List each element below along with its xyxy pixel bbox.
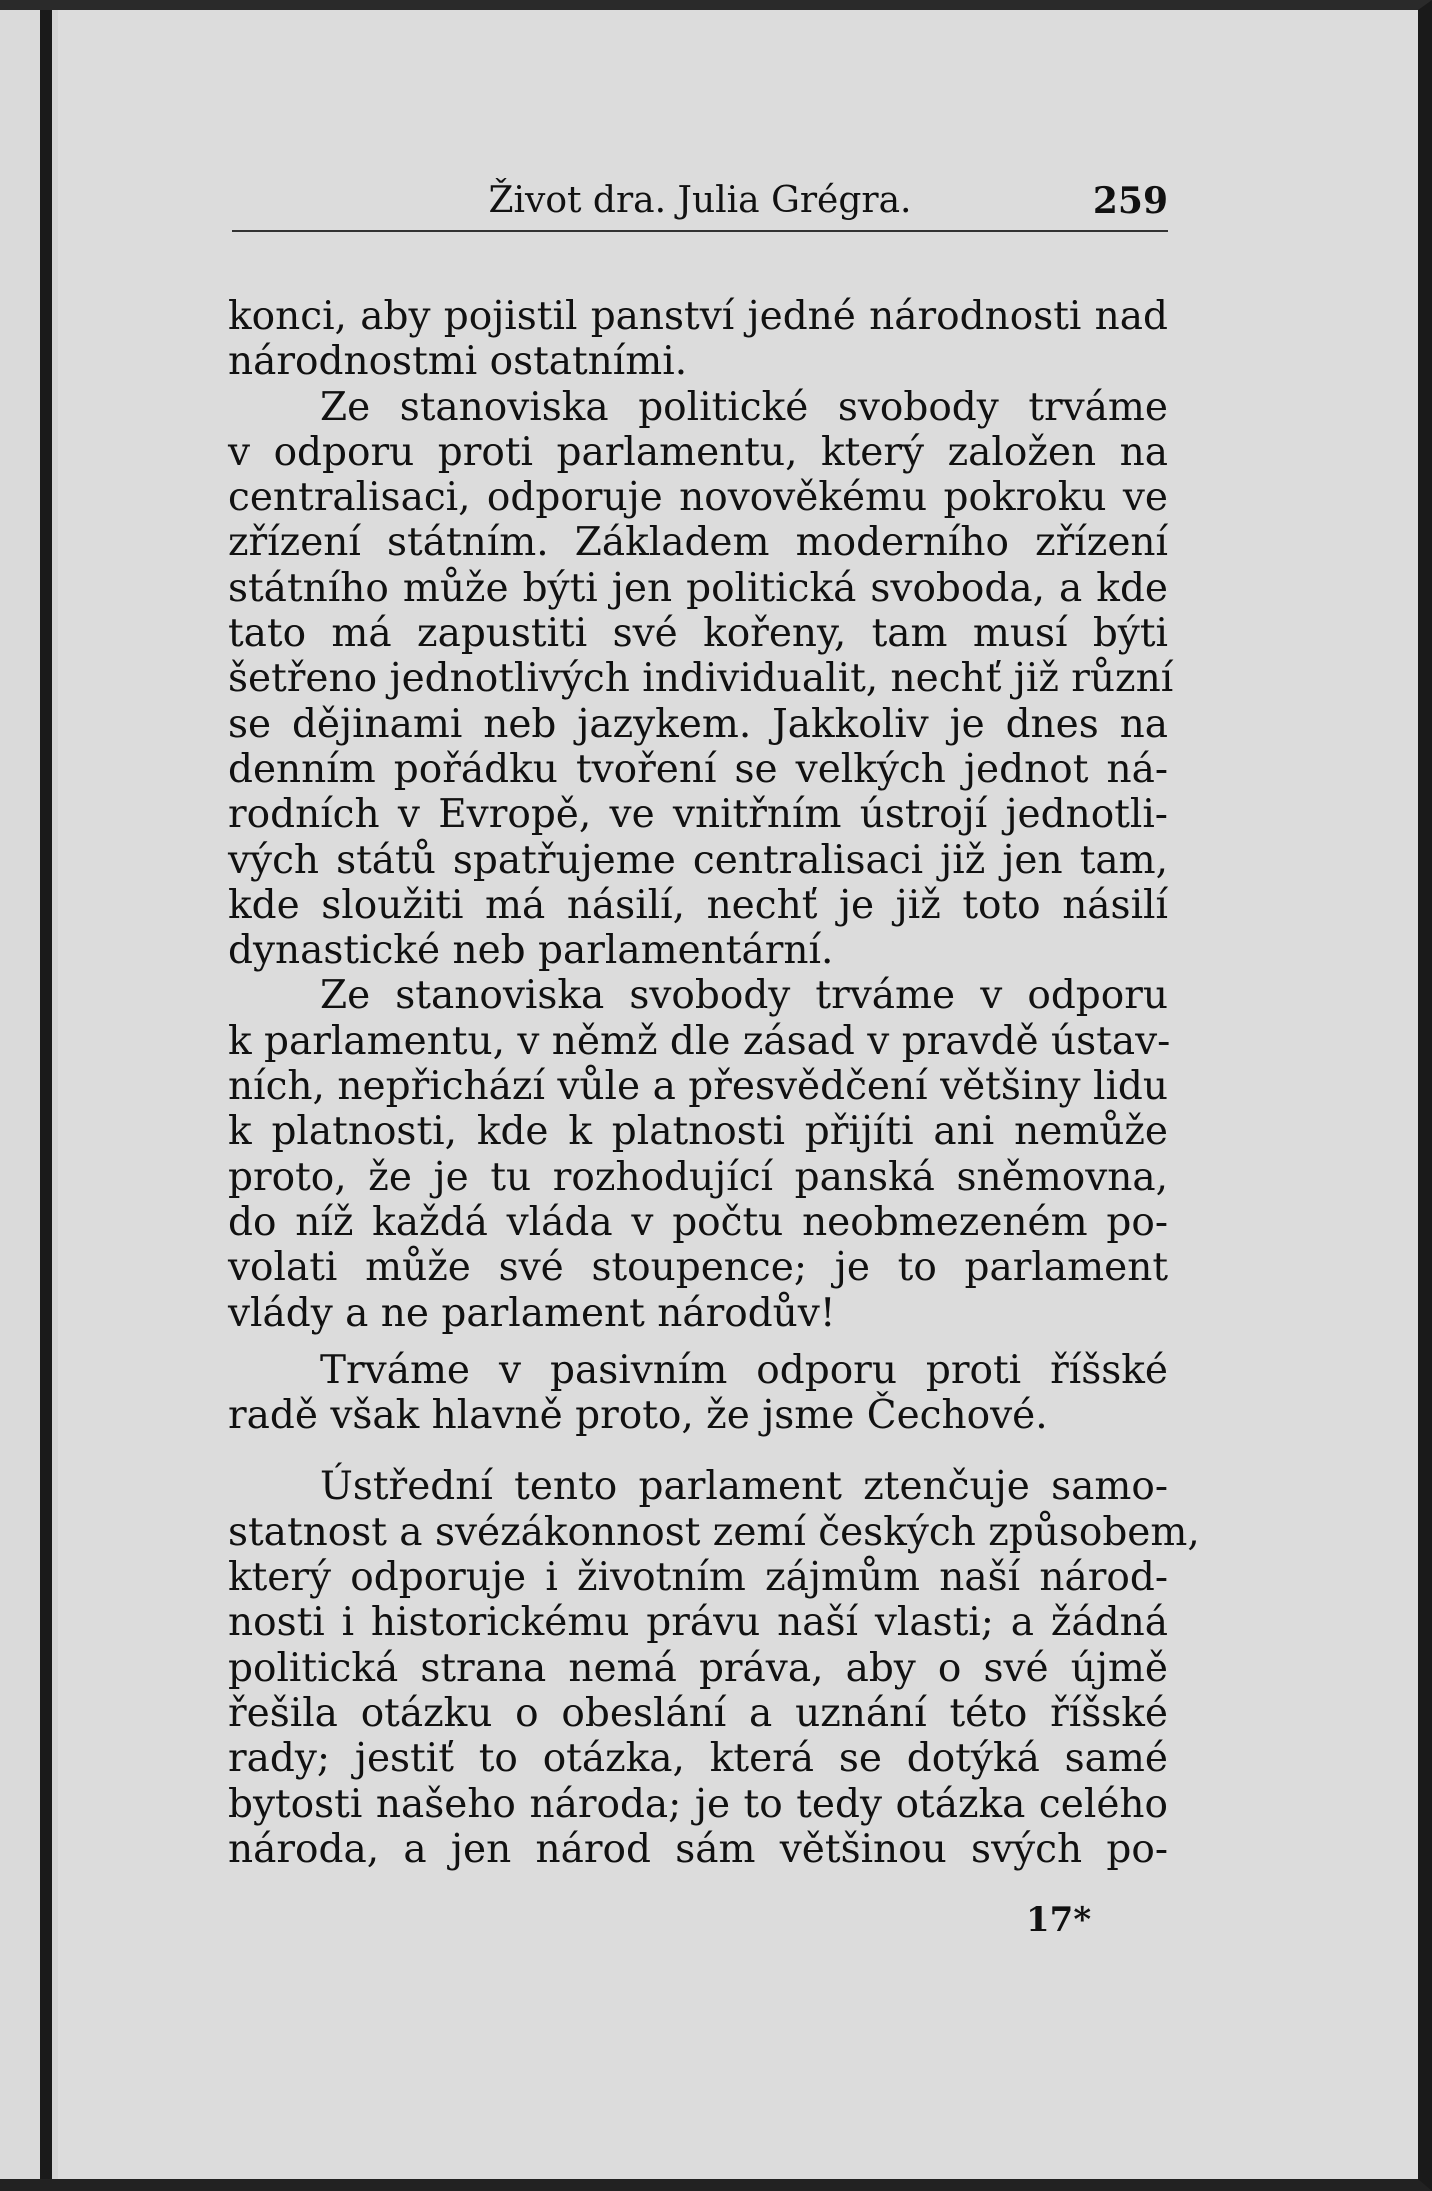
page-binding-edge [0, 10, 58, 2191]
text-line: do níž každá vláda v počtu neobmezeném po- [228, 1199, 1168, 1245]
text-line: centralisaci, odporuje novověkému pokroku ve [228, 475, 1168, 521]
text-line: vlády a ne parlament národův! [228, 1290, 836, 1336]
text-line: radě však hlavně proto, že jsme Čechové. [228, 1393, 1048, 1439]
text-line: rady; jestiť to otázka, která se dotýká samé [228, 1736, 1168, 1782]
text-line: státního může býti jen politická svoboda, a kde [228, 565, 1168, 611]
text-line: dynastické neb parlamentární. [228, 928, 834, 974]
text-line: volati může své stoupence; je to parlament [228, 1245, 1168, 1291]
text-line: národa, a jen národ sám většinou svých po- [228, 1826, 1168, 1872]
text-line: kde sloužiti má násilí, nechť je již toto násilí [228, 882, 1168, 928]
text-line: Trváme v pasivním odporu proti říšské [320, 1347, 1168, 1393]
text-line: k platnosti, kde k platnosti přijíti ani nemůže [228, 1109, 1168, 1155]
text-line: k parlamentu, v němž dle zásad v pravdě ústav- [228, 1018, 1171, 1064]
text-line: nosti i historickému právu naší vlasti; a žádná [228, 1600, 1168, 1646]
text-line: konci, aby pojistil panství jedné národnosti nad [228, 294, 1168, 339]
text-line: šetřeno jednotlivých individualit, nechť již různí [228, 656, 1174, 702]
page-number: 259 [1092, 180, 1168, 222]
text-line: rodních v Evropě, ve vnitřním ústrojí jednotli- [228, 792, 1168, 838]
text-line: bytosti našeho národa; je to tedy otázka celého [228, 1781, 1168, 1827]
text-line: proto, že je tu rozhodující panská sněmovna, [228, 1154, 1168, 1200]
text-line: Ze stanoviska svobody trváme v odporu [320, 973, 1168, 1019]
text-line: národnostmi ostatními. [228, 339, 688, 385]
signature-mark: 17* [1026, 1900, 1092, 1940]
text-line: se dějinami neb jazykem. Jakkoliv je dnes na [228, 701, 1168, 747]
text-line: řešila otázku o obeslání a uznání této říšské [228, 1690, 1168, 1736]
body-text [228, 294, 1200, 1872]
text-line: politická strana nemá práva, aby o své újmě [228, 1645, 1168, 1691]
paragraph-gap [228, 1438, 1168, 1464]
text-line: vých států spatřujeme centralisaci již jen tam, [228, 837, 1168, 883]
paragraph-gap [228, 1336, 1168, 1348]
running-head [232, 178, 1168, 232]
text-line: který odporuje i životním zájmům naší národ- [228, 1555, 1168, 1601]
text-line: v odporu proti parlamentu, který založen na [228, 429, 1168, 475]
text-line: Ústřední tento parlament ztenčuje samo- [320, 1464, 1168, 1510]
running-title: Život dra. Julia Grégra. [488, 180, 912, 221]
text-line: denním pořádku tvoření se velkých jednot ná- [228, 746, 1168, 792]
text-line: tato má zapustiti své kořeny, tam musí býti [228, 611, 1168, 657]
text-line: statnost a svézákonnost zemí českých způsobem, [228, 1509, 1200, 1555]
text-line: zřízení státním. Základem moderního zřízení [228, 520, 1168, 566]
text-line: Ze stanoviska politické svobody trváme [320, 384, 1168, 430]
text-line: ních, nepřichází vůle a přesvědčení většiny lidu [228, 1064, 1168, 1110]
